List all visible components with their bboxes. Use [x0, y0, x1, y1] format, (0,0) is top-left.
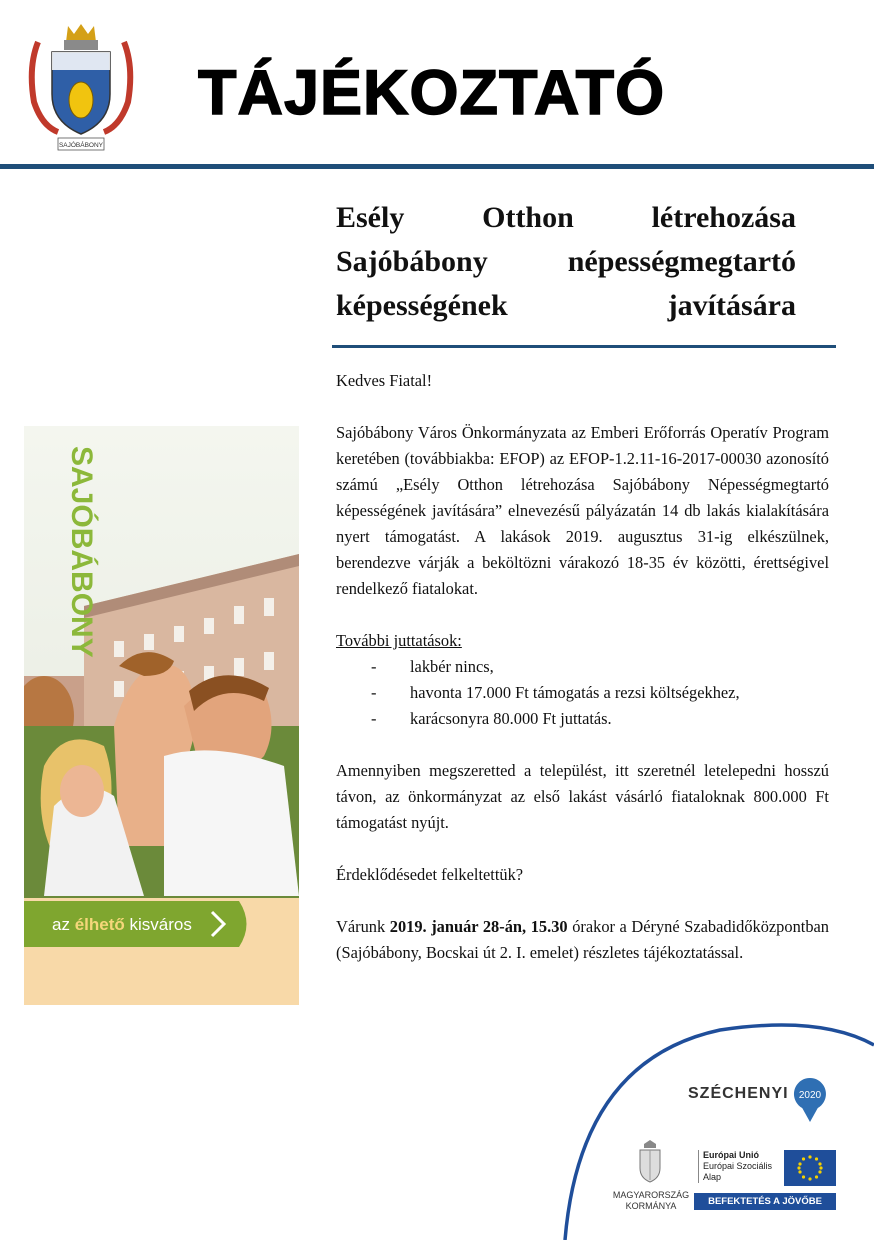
szechenyi-2020-icon: [792, 1076, 828, 1124]
eu-fund-text: Európai Unió Európai Szociális Alap: [698, 1150, 772, 1183]
list-item: - karácsonyra 80.000 Ft juttatás.: [371, 709, 612, 728]
list-item: - havonta 17.000 Ft támogatás a rezsi költségekhez,: [371, 683, 740, 702]
question: Érdeklődésedet felkeltettük?: [336, 865, 524, 884]
intro-paragraph: Sajóbábony Város Önkormányzata az Emberi Erőforrás Operatív Program keretében (továbbiakba: EFOP) az EFOP-1.2.11-16-2017-00030 azonosító számú „Esély Otthon létrehozása Sajóbábony Népességmegtartó képességének javítására” elnevezésű pályázatán 14 db lakás kialakítására nyert támogatást. A lakások 2019. augusztus 31-ig elkészülnek, berendezve várják a beköltözni várakozó 18-35 év közötti, érettségivel rendelkező fiatalokat.: [336, 423, 829, 598]
eu-banner: BEFEKTETÉS A JÖVŐBE: [694, 1193, 836, 1210]
body-text: [336, 368, 829, 966]
header-divider: [0, 164, 874, 169]
svg-text:2020: 2020: [798, 1090, 822, 1101]
coat-of-arms-logo: [28, 22, 134, 156]
page-title: TÁJÉKOZTATÓ: [198, 58, 666, 128]
headline: Esély Otthon létrehozása Sajóbábony népességmegtartó képességének javítására: [336, 201, 796, 322]
poster-slogan: az élhető kisváros: [52, 915, 192, 934]
event-date: 2019. január 28-án: [389, 917, 523, 936]
hungarian-coat-icon: [637, 1140, 663, 1184]
crest-text: SAJÓBÁBONY: [58, 142, 104, 149]
list-item: - lakbér nincs,: [371, 657, 494, 676]
promo-poster-image: [24, 426, 299, 1005]
greeting: Kedves Fiatal!: [336, 371, 433, 390]
benefits-list: [336, 654, 829, 732]
szechenyi-logo-text: SZÉCHENYI: [688, 1085, 789, 1102]
eu-logo: [694, 1148, 836, 1198]
invitation: Várunk 2019. január 28-án, 15.30 órakor a Déryné Szabadidőközpontban (Sajóbábony, Bocskai út 2. I. emelet) részletes tájékoztatással.: [336, 917, 829, 962]
poster-town-name: SAJÓBÁBONY: [65, 446, 98, 658]
eu-flag-icon: [784, 1150, 836, 1186]
benefits-heading: További juttatások:: [336, 631, 462, 650]
headline-divider: [332, 345, 836, 348]
support-paragraph: Amennyiben megszeretted a települést, itt szeretnél letelepedni hosszú távon, az önkormányzat az első lakást vásárló fiataloknak 800.000 Ft támogatást nyújt.: [336, 761, 829, 832]
government-label: MAGYARORSZÁG KORMÁNYA: [612, 1190, 690, 1211]
event-time: 15.30: [530, 917, 568, 936]
